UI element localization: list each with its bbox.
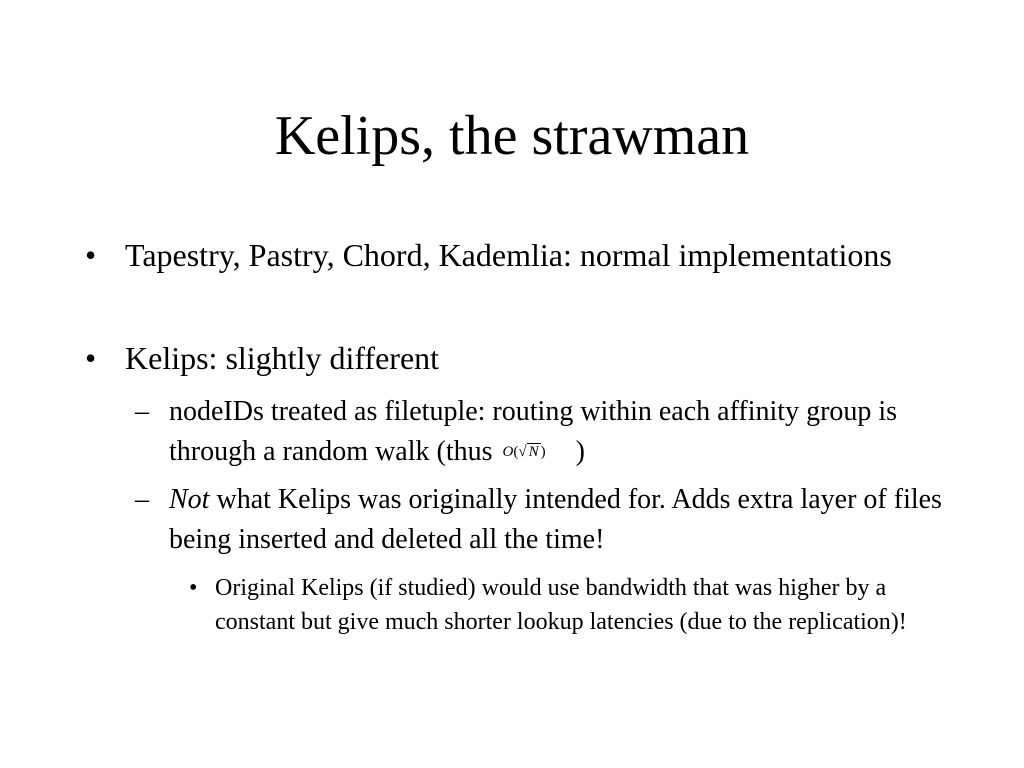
bullet-text: Kelips: slightly different bbox=[125, 340, 440, 376]
bullet-text: Tapestry, Pastry, Chord, Kademlia: normal implementations bbox=[125, 237, 892, 273]
formula-open-paren: ( bbox=[513, 444, 519, 460]
sub-sub-bullet-text: Original Kelips (if studied) would use bandwidth that was higher by a constant but give much shorter lookup latencies (due to the replication)! bbox=[215, 575, 907, 635]
formula-o: O bbox=[502, 444, 514, 460]
sub-bullet-text-after: ) bbox=[575, 436, 585, 467]
formula-close-paren: ) bbox=[540, 444, 546, 460]
sub-bullet-marker: – bbox=[135, 396, 149, 427]
formula-n: N bbox=[528, 444, 539, 460]
bullet-marker: • bbox=[85, 340, 97, 376]
sub-bullet-item bbox=[135, 480, 945, 560]
sub-bullet-item bbox=[135, 392, 945, 472]
sub-sub-bullet-item bbox=[189, 571, 929, 639]
sub-bullet-text bbox=[169, 392, 945, 472]
sub-bullet-text-before: nodeIDs treated as filetuple: routing within each affinity group is through a random walk (thus bbox=[169, 396, 898, 467]
sub-sub-bullet-marker: • bbox=[189, 575, 198, 601]
bullet-marker: • bbox=[85, 237, 97, 273]
bullet-item bbox=[85, 233, 945, 277]
sub-bullet-text bbox=[169, 480, 945, 560]
emphasis-text: Not bbox=[169, 484, 210, 515]
slide-title: Kelips, the strawman bbox=[274, 105, 750, 167]
big-o-sqrt-n-formula bbox=[503, 442, 546, 462]
sub-bullet-marker: – bbox=[135, 484, 149, 515]
sqrt-symbol: √ bbox=[518, 444, 527, 460]
sub-bullet-rest: what Kelips was originally intended for. Adds extra layer of files being inserted and deleted all the time! bbox=[169, 484, 942, 555]
bullet-item bbox=[85, 336, 945, 380]
